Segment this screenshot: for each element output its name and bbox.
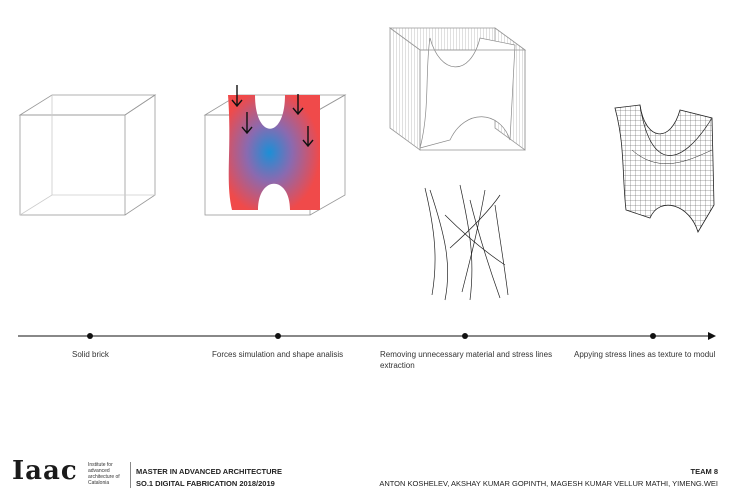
material-removal-box (390, 28, 525, 150)
timeline (18, 332, 716, 340)
stage-label-extraction: extraction (380, 361, 415, 370)
course-title: SO.1 DIGITAL FABRICATION 2018/2019 (136, 479, 275, 488)
textured-module (615, 105, 714, 232)
stressed-shape (228, 95, 320, 210)
team-label: TEAM 8 (690, 467, 718, 476)
timeline-node-4 (650, 333, 656, 339)
force-simulation-box (205, 85, 345, 215)
stage-label-forces-simulation: Forces simulation and shape analisis (212, 350, 344, 359)
footer-divider (130, 462, 131, 488)
timeline-node-1 (87, 333, 93, 339)
team-members: ANTON KOSHELEV, AKSHAY KUMAR GOPINTH, MAGESH KUMAR VELLUR MATHI, YIMENG.WEI (379, 479, 718, 488)
program-title: MASTER IN ADVANCED ARCHITECTURE (136, 467, 282, 476)
iaac-logo: Iaac (12, 456, 78, 486)
timeline-arrow-icon (708, 332, 716, 340)
stress-lines (425, 185, 508, 300)
solid-brick-box (20, 95, 155, 215)
timeline-node-3 (462, 333, 468, 339)
timeline-node-2 (275, 333, 281, 339)
stage-label-solid-brick: Solid brick (72, 350, 109, 359)
institute-name: Institute for advanced architecture of Catalonia (88, 462, 120, 486)
stage-label-material-removal: Removing unnecessary material and stress lines (380, 350, 553, 359)
stage-label-texture: Appying stress lines as texture to modul (574, 350, 716, 359)
